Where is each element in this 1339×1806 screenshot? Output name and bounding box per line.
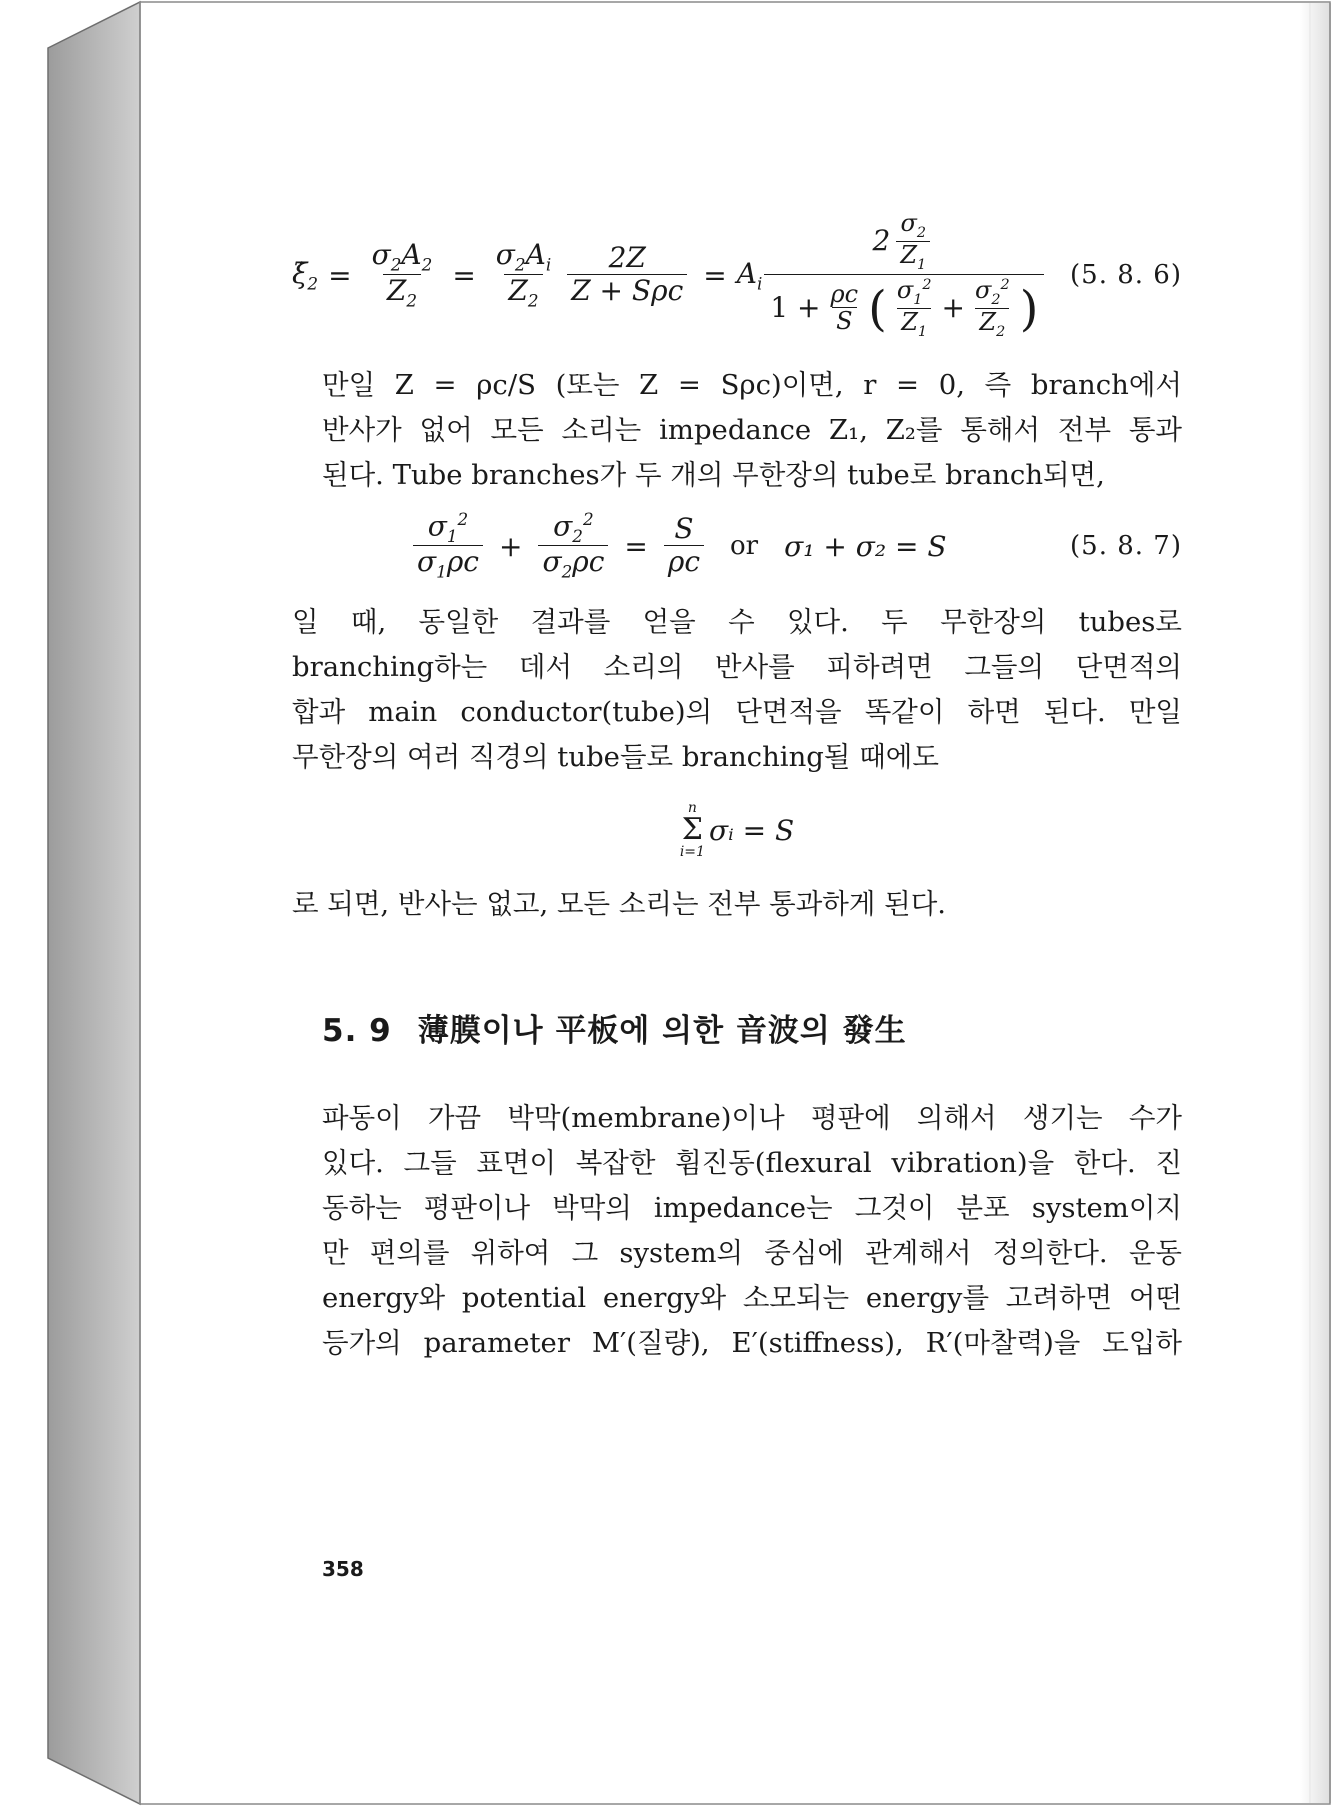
eq-term1: $\frac{\sigma_2A_2}{Z_2}$ — [371, 237, 433, 311]
eq-coef: $A_i$ — [736, 256, 763, 294]
paragraph-3: 로 되면, 반사는 없고, 모든 소리는 전부 통과하게 된다. — [292, 888, 947, 920]
section-title: 薄膜이나 平板에 의한 音波의 發生 — [417, 1013, 907, 1049]
paragraph-4: 파동이 가끔 박막(membrane)이나 평판에 의해서 생기는 수가 있다. 그들 표면이 복잡한 휨진동(flexural vibration)을 한다. 진 동하는 평판이나 박막의 impedance는 그것이 분포 system이지 만 편의를 위하여 그 system의 중심에 관계해서 정의한다. 운동 energy와 potential energy와 소모되는 energy를 고려하면 어떤 등가의 parameter M′(질량), E′(stiffness), R′(마찰력)을 도입하 — [322, 1102, 1182, 1359]
eq-lhs: $\xi̇_2$ — [292, 256, 319, 294]
section-number: 5. 9 — [322, 1013, 392, 1049]
section-heading-5-9 — [292, 1005, 1182, 1050]
eq-term3: $\frac{2Z}{\text{Z + Sρc}}$ — [567, 243, 687, 307]
equation-5-8-6: $\xi̇_2$ = $\frac{\sigma_2A_2}{Z_2}$ = $\frac{\sigma_2A_i}{Z_2}$ $\frac{2Z}{\text{Z + Sρc}}$ = $A_i$ 2 $\frac{\sigma_2}{Z_1}$ 1 + $\frac{\rho c}{S}$ ( $\frac{\sigma_1^2}{Z_1}$ + $\frac{\sigma_2^2}{Z_2}$ ) (5. 8. 6) — [292, 208, 1182, 340]
equation-number-5-8-6: (5. 8. 6) — [1070, 260, 1182, 290]
paragraph-1: 만일 Z = ρc/S (또는 Z = Sρc)이면, r = 0, 즉 branch에서 반사가 없어 모든 소리는 impedance Z₁, Z₂를 통해서 전부 통과 된다. Tube branches가 두 개의 무한장의 tube로 branch되면, — [322, 369, 1182, 491]
eq-term4: 2 $\frac{\sigma_2}{Z_1}$ 1 + $\frac{\rho c}{S}$ ( $\frac{\sigma_1^2}{Z_1}$ + $\frac{\sigma_2^2}{Z_2}$ ) — [764, 210, 1044, 341]
paragraph-2: 일 때, 동일한 결과를 얻을 수 있다. 두 무한장의 tubes로 branching하는 데서 소리의 반사를 피하려면 그들의 단면적의 합과 main conductor(tube)의 단면적을 똑같이 하면 된다. 만일 무한장의 여러 직경의 tube들로 branching될 때에도 — [292, 606, 1182, 773]
equation-number-5-8-7: (5. 8. 7) — [1070, 531, 1182, 561]
equation-5-8-7: $\frac{\sigma_1^2}{\sigma_1\rho c}$ + $\frac{\sigma_2^2}{\sigma_2\rho c}$ = $\frac{S}{\rho c}$ or σ₁ + σ₂ = S (5. 8. 7) — [292, 500, 1182, 592]
eq-term2: $\frac{\sigma_2A_i}{Z_2}$ — [495, 237, 552, 311]
page-content — [292, 200, 1182, 1366]
equation-summation: n Σ i=1 σᵢ = S — [679, 800, 795, 860]
page-number: 358 — [322, 1557, 364, 1581]
